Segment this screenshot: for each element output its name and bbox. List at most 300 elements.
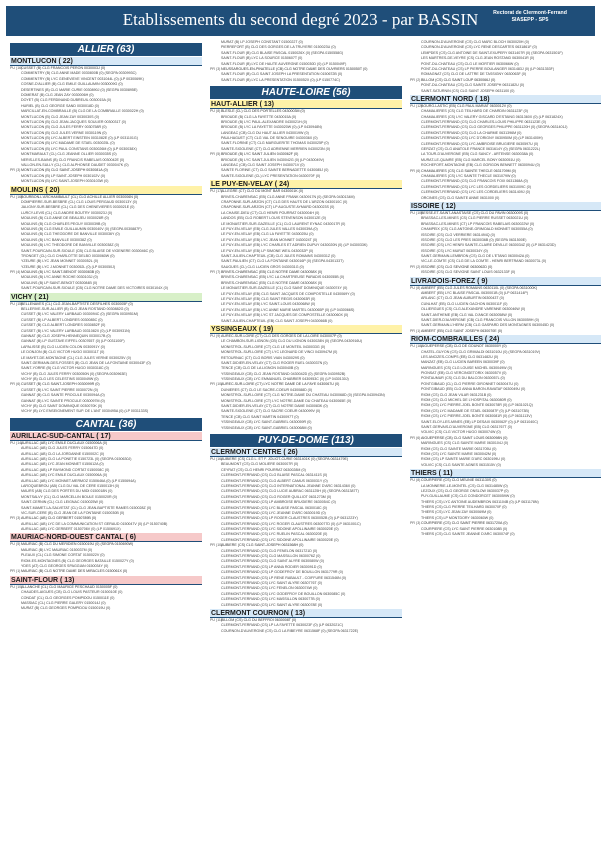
establishment-row: LE PUY-EN-VELAY (EB) LYC ST JACQUES DE COMPOSTELLE 0430060X (0): [221, 313, 349, 318]
establishment-name: BESSE-ET-SAINT-ANASTAISE (CS) CLG DU PAVIN 0630009S (0): [421, 210, 529, 215]
establishment-row: MOULINS (B) LP SAINT-BENOIT 0030084B (0): [21, 280, 98, 285]
establishment-name: AURILLAC (AB) CLG GERBERT 0150789B (0): [21, 516, 97, 521]
sector-first-row: [10, 168, 202, 173]
establishment-row: CLERMONT-FERRAND (CS) LYC LES GORDELIERS 0631009C (0): [421, 184, 531, 189]
establishment-row: LE MONASTIER-SUR-GAZEILLE (CL) CLG SAINT DOMINIQUE 0430074Y (0): [221, 286, 348, 291]
establishment-row: ISSOIRE (CS) CLG VERRIERE 0631494Q (0): [421, 232, 495, 237]
basin-header: ISSOIRE ( 12): [410, 202, 601, 211]
establishment-row: PIERREFORT (B) CLG DES GORGES DE LA TRUYERE 0150023U (0): [221, 45, 336, 50]
sector-first-row: [410, 329, 601, 334]
sector-count-label: PU (9): [210, 333, 221, 338]
sector-count-label: PR (7): [210, 270, 221, 275]
establishment-row: CLERMONT-FERRAND (CS) LYC SIDOINE APOLLINAIRE 0630020E (0): [221, 527, 339, 532]
sector-count-label: PU (16): [10, 66, 23, 70]
basin-header: VICHY ( 21): [10, 293, 202, 302]
establishment-row: BRIOUDE (B) LYC LA FAYETTE 0430020W (0) (LP 0430948N): [221, 125, 322, 130]
sector-count-label: PU (10): [10, 584, 23, 589]
organization-line-2: SIASEPP - SP5: [511, 17, 549, 23]
sector-count-label: PR (3): [10, 516, 21, 521]
establishment-row: PONTGIBAUD (EB) CLG ANNA BARON-RAVATAF 0630049U (0): [421, 387, 526, 392]
establishment-row: LE PUY-EN-VELAY (EB) CLG LA FAYETTE 0430025U (0): [221, 232, 314, 237]
establishment-row: BEAUMONT (CS) CLG MOLIERE 0630007R (0): [221, 462, 299, 467]
establishment-name: BILLOM (CS) CLG DU BEFFROI 0630008T (0): [221, 617, 297, 622]
establishment-row: YZEURE (B) LYC J.MONNET 0030052L (0) (LP 0030050J): [21, 264, 116, 269]
establishment-row: CLERMONT-FERRAND (CS) LYC D'ORIGNY 0630950M (0) (LP 0631400H): [421, 136, 543, 141]
sector-first-row: [210, 152, 402, 157]
sector-first-row: [410, 104, 601, 109]
establishment-row: VOLVIC (CS) CLG VICTOR HUGO 0630074W (0): [421, 430, 501, 435]
establishment-row: DOMERAT (B) CLG JEAN ZAY 0030006H (0): [21, 92, 94, 97]
establishment-row: AURILLAC (AB) CLG LA JORDANNE 0150002C (0): [21, 451, 105, 456]
establishment-row: MONTLUCON (B) LP SAINT-JOSEPH 0030102V (0): [21, 173, 106, 178]
establishment-row: LE DONJON (B) CLG VICTOR HUGO 0030011T (0): [21, 350, 105, 355]
establishment-row: SAINT-FLOUR (B) CLG SAINT JOSEPH LA PRESENTATION 0150672B (0): [221, 72, 343, 77]
establishment-row: YSSINGEAUX (CB) LYC EMMANUEL CHABRIER 0430953C (0) (LP 0430130J): [221, 377, 349, 382]
establishment-row: MOULINS (B) LYC ANNE ROCHE 0030103J (0): [21, 275, 98, 280]
sector-first-row: [410, 211, 601, 216]
sector-count-label: PR (10): [210, 543, 223, 548]
establishment-name: ALLEGRE (CT) CLG DU MONT BAR 0430001K (0): [221, 189, 304, 194]
establishment-row: SAINTE-SIGOLENE (CT) CLG SACRE COEUR 0430099V (0): [221, 409, 321, 414]
establishment-row: MOULINS (B) CLG ANNE DE BEAUJEU 0030028R (0): [21, 216, 109, 221]
sector-first-row: [210, 543, 402, 548]
establishment-row: ROMAGNAT (CS) CLG DE LATTRE DE TASSIGNY 0630063F (0): [421, 72, 527, 77]
establishment-row: YZEURE (B) LYC JEAN MONNET 0030052L (0): [21, 259, 99, 264]
sector-count-label: PR (1): [410, 328, 421, 333]
column-1: [10, 40, 202, 612]
establishment-name: BLESLE (CL) CLG DES PORTELLES 0430003M (0): [221, 109, 305, 114]
establishment-name: CUSSET (B) CLG FRANCOIS PERON 0030003J (0): [21, 66, 106, 70]
establishment-row: SAINTE-SIGOLENE (CT) CLG ADRIENNE MERRIEN 0430023N (0): [221, 146, 331, 151]
establishment-row: CLERMONT-FERRAND (CS) CLG FRANCOIS FOIX 0631368A (0): [421, 179, 528, 184]
establishment-row: SAINT-JULIEN-CHAPTEUIL (EB) CLG SAINT JOSEPH 0430066B (0): [221, 318, 333, 323]
sector-first-row: [10, 441, 202, 446]
sector-count-label: PR (3): [10, 168, 21, 173]
establishment-row: LE PUY-EN-VELAY (EB) LYC JEAN MONNET 0430024T (0): [221, 237, 318, 242]
establishment-row: GANNAT (B) LP GUSTAVE EIFFEL 0030765T (0) (LP 0031100F): [21, 339, 125, 344]
establishment-row: RIOM (CS) LYC PIERRE-JOEL BONTE 0630081R (0) (LP 0631113V): [421, 414, 532, 419]
establishment-row: DUNIERES (CT) CLG LE SACRE-COEUR 0430088D (0): [221, 387, 313, 392]
page-title: Etablissements du second degré 2023 - par BASSIN: [122, 10, 479, 29]
establishment-row: SAINT-FLOUR (B) LYC LA PRESENTATION 0150052X (0) (LP 0150774C): [221, 77, 340, 82]
establishment-row: LEMPDES (CS) CLG ANTOINE DE SAINT-EXUPERY 0631407R (0) (SEGPA 0631501F): [421, 50, 563, 55]
establishment-row: BRASSAC-LES-MINES (CS) CLG PIERRE RUSSET 0630021U (0): [421, 216, 529, 221]
establishment-row: GANNAT (B) CLG JOSEPH-HENNEQUIN 0030017B (0): [21, 333, 111, 338]
basin-header: THIERS ( 11): [410, 469, 601, 478]
establishment-row: CLERMONT-FERRAND (CS) LYC AMBROISE BRUGIERE 0630597U (0): [421, 141, 539, 146]
establishment-row: MARCILLAT-EN-COMBRAILLE (B) CLG DE LA COMBRAILLE 0030022H (0): [21, 109, 144, 114]
establishment-row: SAINT-GERMAIN-L'HERM (CB) CLG GASPARD DES MONTAGNES 0630045D (0): [421, 323, 555, 328]
establishment-row: AURILLAC (AB) CLG LA PONETIE 0150723L (0) (SEGPA 0150630J): [21, 457, 132, 461]
establishment-row: MAURIAC (B) LYC MAURIAC 0150037M (0): [21, 547, 93, 552]
establishment-row: MOULINS (B) CLG CHARLES PEGUY 0030039B (0): [21, 221, 106, 226]
establishment-row: LANDOS (EB) CLG ROBERT LOUIS STEVENSON 0430012E (0): [221, 216, 326, 221]
establishment-row: VIC-SUR-CERE (B) CLG JEAN DE LA FONTAINE 0150030B (0): [21, 510, 125, 515]
establishment-row: LE PUY-EN-VELAY (EB) CLG SAINT REGIS 0430063R (0): [221, 297, 316, 302]
sector-count-label: PR (1): [10, 569, 21, 574]
column-3: [410, 40, 601, 537]
basin-header: LE PUY-EN-VELAY ( 24): [210, 180, 402, 189]
sector-first-row: [10, 542, 202, 547]
establishment-row: MARINGUES (CS) CLG LOUISE MICHEL 0630049W (0): [421, 365, 512, 370]
sector-first-row: [410, 521, 601, 526]
establishment-row: LEZOUX (CS) CLG GEORGE ONSLOW 0630037P (0): [421, 488, 509, 493]
establishment-row: SAINT-ANTHEME (EB) CLG VAL D'ANCE 0630058W (0): [421, 312, 513, 317]
establishment-row: MONTLUCON (B) CLG JEAN-JACQUES SOULIER 0030031T (0): [21, 119, 126, 124]
establishment-row: PONTAUMUR (CS) CLG DU BALCON 0630057L (0): [421, 376, 505, 381]
establishment-row: CLERMONT-FERRAND (CS) LP ANNA RODIER 0630091D (0): [221, 564, 322, 569]
establishment-row: GERZAT (CS) CLG ANATOLE FRANCE 0631614Y (0) (SEGPA 0631222L): [421, 147, 541, 152]
establishment-row: ISSOIRE (CS) LYC MURAT 0630034Y (0): [421, 248, 488, 253]
establishment-row: SAINT-FLOUR (B) LYC DE HAUTE AUVERGNE 0150030D (0) (LP 0150049F): [221, 61, 347, 66]
establishment-name: BRIVES-CHARENSAC (EB) CLG NOTRE DAME 0430058X (0): [221, 270, 323, 275]
establishment-row: MONTLUCON (B) LYC MADAME DE STAEL 0030025L (0): [21, 141, 115, 146]
establishment-row: MASSIAC (CL) CLG PIERRE GALERY 0150014J (0): [21, 600, 106, 605]
establishment-row: SAINT-GERMAIN-DES-FOSSES (B) CLG JEAN DE LA FONTAINE 0030043F (0): [21, 360, 151, 365]
sector-first-row: [210, 382, 402, 387]
establishment-row: GANNAT (B) CLG SAINTE PROCULE 0030094A (0): [21, 393, 105, 398]
establishment-row: CLERMONT-FERRAND (CS) LYC LES CORDELIERS 0631409J (0): [421, 190, 530, 195]
establishment-row: CLERMONT-FERRAND (CS) LYC GODEFROY DE BOUILLON 0630085C (0): [221, 591, 346, 596]
establishment-name: AMBERT (EB) CLG SAINT JOSEPH 0630070E (0): [421, 328, 503, 333]
establishment-row: AURILLAC (AB) LYC JEAN MONNET 0150612A (0): [21, 462, 104, 467]
establishment-row: LANGEAC (CB) CLG SAINT JOSEPH 0430071V (0): [221, 163, 305, 168]
establishment-row: SAINT-ELOY-LES-MINES (EB) LP DESAIX 0630062F (0) (LP 0631040C): [421, 419, 538, 424]
establishment-row: LE CHAMBON-SUR-LIGNON (CB) CLG DU LIGNON 0430028N (0) (SEGPA 0430916U): [221, 339, 363, 344]
establishment-row: DESERTINES (B) CLG MARIE CURIE 0030890J (0) (SEGPA 0030895E): [21, 87, 138, 92]
establishment-row: CHAMALIERES (CS) CLG TEILHARD DE CHARDIN 0631123F (0): [421, 109, 528, 114]
establishment-row: YDES (AT) CLG GEORGES SPAGGIAN 0150034Y (0): [21, 564, 109, 569]
establishment-row: MONTSALVY (CL) CLG MARCELLIN BOULE 0150020R (0): [21, 494, 117, 499]
establishment-row: SAINT-POURCAIN-SUR-SIOULE (CB) CLG NOTRE DAME DES VICTOIRES 0030104X (0): [21, 286, 168, 291]
establishment-row: SAINT-GERVAIS-D'AUVERGNE (EB) CLG 0631767T (0): [421, 425, 512, 429]
sector-first-row: [410, 436, 601, 441]
establishment-row: CLERMONT-FERRAND (CS) CLG LA CHARME 0631396M (0): [421, 130, 522, 135]
establishment-name: ALLANCHE (CL) CLG MAURICE PESCHAUD 0150005F (0): [21, 584, 118, 589]
establishment-row: NERIS-LES-BAINS (B) CLG FRANCIS RABELAIS 0030042E (0): [21, 157, 125, 162]
basin-header: MAURIAC-NORD-OUEST CANTAL ( 6): [10, 533, 202, 542]
establishment-row: SAINT-FLOUR (B) LYC LA SOURCE 0150607T (0): [221, 56, 303, 61]
establishment-row: CLERMONT-FERRAND (CS) CLG FENELON 0631721D (0): [221, 548, 318, 553]
establishment-row: PONT-DU-CHATEAU (CS) CLG LE MORTIER 0630066W (0): [421, 61, 519, 66]
establishment-row: LA MONNERIE-LE-MONTEL (CS) CLG 0631485W (0): [421, 483, 508, 488]
establishment-row: RETOURNAC (CT) CLG BORIS VIAN 0430029S (0): [221, 355, 305, 360]
establishment-row: MOULINS (B) LYC BANVILLE 0030038Z (0): [21, 237, 92, 242]
establishment-row: CLERMONT-FERRAND (CS) LYC FENELON 0630074W (0): [221, 586, 318, 591]
establishment-row: TENCE (CB) CLG SAINT MARTIN 0430097T (0): [221, 414, 299, 419]
establishment-row: CLERMONT-FERRAND (CS) CLG SAINT ALYRE 0630080W (0): [221, 559, 324, 564]
sector-count-label: PR (10): [210, 382, 223, 387]
establishment-row: CLERMONT-FERRAND (CS) LYC MASSILLON 0630077B (0): [221, 597, 320, 602]
establishment-row: MONTMARAULT (CL) CLG JEANNE OLLIER 0030035S (0): [21, 152, 117, 157]
establishment-row: DOMPIERRE-SUR-BESBRE (CL) CLG LOUIS PERGAUD 0030013Y (0): [21, 199, 137, 204]
basin-header: MOULINS ( 20): [10, 186, 202, 195]
establishment-row: CLERMONT-FERRAND (CS) LP ROGER CLAUSTRES 0630052B (0) (LP 0631223Y): [221, 516, 358, 521]
basin-header: SAINT-FLOUR ( 13): [10, 576, 202, 585]
establishment-row: CLERMONT-FERRAND (CS) CLG INTERNATIONAL JEANNE D'ARC 0631436X (0): [221, 483, 356, 488]
establishment-row: CLERMONT-FERRAND (CS) LP LA FAYETTE 0630023F (0) (LP 0632021C): [221, 623, 344, 628]
establishment-row: BRIVES-CHARENSAC (EB) CLG ANNE FRANK 0430917N (0) (SEGPA 0430134M): [221, 194, 355, 199]
establishment-row: LE MONASTIER-SUR-GAZEILLE (CL) CLG LAURENT EYNAC 0430017R (0): [221, 221, 346, 226]
establishment-row: RIOM (CS) LYC SAINTE MARIE 0630042M (0): [421, 451, 497, 456]
establishment-row: BRIVES-CHARENSAC (EB) LYC LA CHARTREUSE PARADIS 0430055B (0): [221, 275, 345, 280]
establishment-row: MONISTROL-SUR-LOIRE (CT) LYC NOTRE-DAME DU CHATEAU 0430065E (0): [221, 398, 352, 403]
establishment-row: AURILLAC (AB) LYC EMILE DUCLAUX 0150006A (0): [21, 473, 108, 478]
establishment-row: CLERMONT-FERRAND (CS) LYC ROGER CLAUSTRES 0630077D (0) (LP 0631001C): [221, 521, 361, 526]
establishment-name: COURPIERE (CS) CLG MEUNIE 0631130S (0): [421, 478, 497, 483]
establishment-row: BRIOUDE (B) LYC PAUL-ALEXANDRE 0430021H (0): [221, 119, 307, 124]
establishment-row: SAINT-PAULIEN (CT) CLG LA FONTAINE 0430016P (0) (SEGPA 0430133T): [221, 259, 344, 264]
establishment-row: COURPIERE (CS) LYC SAINT PIERRE 0630108B (0): [421, 526, 508, 531]
sector-count-label: PU (18): [410, 344, 423, 349]
establishment-row: RIOM (CS) LP SAINTE MARIE D'ARC 0630199U (0): [421, 457, 506, 462]
sector-count-label: PU (8): [210, 109, 221, 114]
establishment-row: CLERMONT-FERRAND (CS) CLG BLAISE PASCAL 0631411S (0): [221, 473, 328, 478]
establishment-row: PONTGIBAUD (CL) CLG PIERRE GIRONNET 0630047U (0): [421, 381, 519, 386]
establishment-row: SAINT-JULIEN-CHAPTEUIL (CB) CLG JULES ROMAINS 0430031Z (0): [221, 253, 336, 258]
establishment-row: PAULHAGUET (CT) CLG VAL DE SENOUIRE 0430036X (0): [221, 136, 318, 141]
establishment-row: MURAT (B) LP JOSEPH CONSTANT 0150022T (0): [221, 40, 303, 44]
sector-first-row: [210, 109, 402, 114]
establishment-row: CONDAT (CL) CLG GEORGES POMPIDOU 0150011E (0): [21, 595, 115, 600]
sector-first-row: [10, 569, 202, 574]
sector-count-label: PU (8): [410, 478, 421, 483]
establishment-row: RIOM (CS) CLG JEAN VILAR 0631231B (0): [421, 392, 492, 397]
column-2: [210, 40, 402, 634]
sector-first-row: [10, 270, 202, 275]
establishment-row: MONTLUCON (B) LYC SAINT-JOSEPH 0030103W (0): [21, 179, 109, 184]
sector-count-label: PU (5): [10, 542, 21, 547]
establishment-row: ORCINES (CS) CLG SAINTE ANNE 0631000 (0): [421, 195, 500, 200]
establishment-row: ARLANC (CT) CLG JEAN AUBURTIN 0630043T (0): [421, 296, 504, 301]
establishment-row: COURNON-D'AUVERGNE (CS) LYC RENE DESCARTES 0631861F (0): [421, 45, 537, 50]
establishment-row: RIOM (CS) LYC PIERRE-JOEL BONTE 0630078R (0) (LP 0631021Q): [421, 403, 533, 408]
establishment-row: PONT-DU-CHATEAU (CS) CLG SAINTE JOSEPH 0631182U (0): [421, 83, 525, 88]
establishment-row: THIERS (CS) LYC ANTOINE AUDEMBRON 0631104B (0) (LP 0631178N): [421, 499, 539, 504]
establishment-row: CLERMONT-FERRAND (CS) CLG ROGER QUILLIOT 0631273M (0): [221, 494, 332, 499]
establishment-row: VOLVIC (CS) CLG SAINTE AGNES 0631515V (0): [421, 462, 501, 467]
establishment-row: CLERMONT-FERRAND (CS) LYC RUELIN PASCAL 0630020E (0): [221, 532, 328, 537]
sector-first-row: [210, 67, 402, 72]
establishment-row: SAINT-MAMET-LA-SALVETAT (CL) CLG JEAN-BAPTISTE RAMES 0150028Z (0): [21, 505, 152, 510]
establishment-row: LE PUY-EN-VELAY (EB) CLG SAINT JACQUES DE COMPOSTELLE 0430069Y (0): [221, 291, 355, 296]
establishment-name: AIGUEPERSE (CB) CLG SAINT LOUIS 0630098N (0): [421, 435, 508, 440]
establishment-row: CUSSET (B) LYC VALERY LARBAUD 0031082X (0) (LP 0030931N): [21, 328, 130, 333]
establishment-name: AUBIERE (CS) CLG L. ET F. JOLIOT-CURIE 0631401K (0) (SEGPA 0631479E): [221, 457, 349, 461]
sector-count-label: PR (3): [210, 66, 221, 71]
establishment-row: SAINTE FLORINE (CT) CLG SAINTE BERNADETTE 0430085J (0): [221, 168, 329, 173]
establishment-row: MURAT-LE-QUAIRE (EB) CLG MARCEL BONY 0630051U (0): [421, 157, 521, 162]
sector-first-row: [410, 78, 601, 83]
establishment-name: BRIOUDE (B) LYC SAINT JULIEN 0430062F (0): [221, 152, 299, 157]
establishment-row: THIERS (CS) LYC JEAN ZAY 0630069M (0): [421, 510, 492, 515]
establishment-row: CLERMONT-FERRAND (CS) LYC SAINT ALYRE 0630776T (0): [221, 580, 322, 585]
establishment-row: MONTLUCON (B) CLG JULES FERRY 0030758R (0): [21, 125, 107, 130]
establishment-row: CLERMONT-FERRAND (CS) CLG GEORGES PHILIPPE 0631120H (0) (SEGPA 0631401J): [421, 125, 568, 130]
establishment-row: MOULINS (B) CLG THEODORE DE BANVILLE 0030036Y (0): [21, 232, 120, 237]
establishment-row: CLERMONT-FERRAND (CS) CLG LUCIE AUBRAC 0631125H (0) (SEGPA 0631387T): [221, 489, 359, 494]
establishment-row: BRASSAC-LES-MINES (CT) LP FRANCOIS RABELAIS 0630022W (0): [421, 221, 535, 226]
establishment-row: LE MAYET-DE-MONTAGNE (CL) CLG JULES VERNE 0030025V (0): [21, 355, 131, 360]
establishment-row: PONT-DU-CHATEAU (CS) LP PIERRE BOULANGER 0631483J (0) (LP 0631353F): [421, 66, 555, 71]
establishment-name: AUBIERE (CS) CLG SAINT-JOSEPH 0631568H (0): [221, 543, 304, 548]
establishment-row: AURILLAC (AB) LP RAYMOND CORTAT 0150008C (0): [21, 467, 110, 472]
establishment-row: CRAPONNE-SUR-ARZON (CT) CLG DES HAUTS DE L'ARZON 0430010C (0): [221, 199, 348, 204]
sector-count-label: PU (14): [10, 440, 23, 445]
establishment-row: CLERMONT-FERRAND (CS) CLG ALBERT CAMUS 0630031Y (0): [221, 478, 328, 483]
department-header: PUY-DE-DOME (113): [210, 434, 402, 447]
establishment-row: CRAPONNE-SUR-ARZON (CT) LP AUGUSTE AYMARD 0430023S (0): [221, 205, 335, 210]
establishment-row: MANZAT (EB) CLG LUCIEN BAREEN 0630039F (0): [421, 360, 505, 365]
establishment-row: LE PUY-EN-VELAY (EB) LYC ANNE MARIE MARTEL 0430065P (0) (LP 0430066S): [221, 307, 355, 312]
sector-count-label: PU (10): [410, 210, 423, 215]
establishment-row: AMBERT (EB) LYC BLAISE PASCAL 0630001B (0) (LP 0631414P): [421, 291, 529, 296]
establishment-row: MURAT (B) CLG GEORGES POMPIDOU 0150019U (0): [21, 606, 111, 611]
establishment-row: SAINT-CERNIN (CL) CLG LEIGNAC 0150025W (0): [21, 500, 104, 505]
establishment-row: SAINTE-SIGOLENE (CL) LYC PRESENTATION 0430070F (0): [221, 173, 321, 178]
establishment-row: SAUGUES (CL) CLG LUCIEN GROS 0430031G (0): [221, 264, 304, 269]
establishment-row: TENCE (CB) CLG DE LA LIGNON 0430040B (0): [221, 366, 299, 371]
establishment-row: RIOM (CS) CLG SAINTE MARIE 0631705U (0): [421, 446, 497, 451]
establishment-row: LANGEAC (CB) CLG DU HAUT ALLIER 0430019W (0): [221, 130, 309, 135]
establishment-name: AUREC-SUR-LOIRE (CT) LYC NOTRE DAME DE LA FAYE 0430067U (0): [221, 382, 340, 387]
establishment-row: BRIVES-CHARENSAC (EB) CLG NOTRE DAME 0430068X (0): [221, 280, 323, 285]
basin-header: CLERMONT COURNON ( 13): [210, 609, 402, 618]
sector-first-row: [410, 286, 601, 291]
establishment-row: COMMENTRY (B) CLG ANNE MADE 0030800B (0) (SEGPA 0030993C): [21, 71, 137, 76]
sector-count-label: PR (5): [210, 152, 221, 157]
establishment-row: SAINT-FLOUR (B) CLG BLAISE PASCAL 0150026X (0) (SEGPA 0150558G): [221, 50, 344, 55]
establishment-name: AIGUEPERSE (CB) CLG DE GOUNOT 0630000Y (0): [421, 344, 507, 349]
establishment-row: OLLIERGUES (CS) CLG ALEXANDRE VARENNE 0630046W (0): [421, 307, 526, 312]
establishment-row: CHAUDES-AIGUES (CB) CLG LOUIS PASTEUR 0150010E (0): [21, 590, 123, 595]
establishment-row: RIOM (CS) CLG MICHEL DE L'HOSPITAL 0630080R (0): [421, 398, 512, 403]
sector-first-row: [210, 457, 402, 462]
establishment-row: TRONGET (CL) CLG CHARLOTTE DELBO 0030060W (0): [21, 253, 115, 258]
establishment-row: MAURS (AB) CLG DES PORTES DU MIDI 0150018N (0): [21, 489, 113, 494]
establishment-row: LA CHAISE-DIEU (CT) CLG HENRI POURRAT 0430004H (0): [221, 210, 320, 215]
establishment-name: AUREC-SUR-LOIRE (CT) CLG DES GORGES DE LA LOIRE 0430007P (0): [221, 333, 342, 338]
establishment-name: NEUSSARGUES-EN-PINATELLE (CB) CLG NOTRE DAME DES OUVRIERS 0150050T (0): [221, 66, 368, 71]
establishment-row: LES MARTRES-DE-VEYRE (CS) CLG JEAN ROSTAND 0630041R (0): [421, 56, 535, 61]
establishment-row: AURILLAC (AB) LYC GERBERT 0150706V (0) (LP 0150691X): [21, 527, 121, 532]
sector-count-label: PR (6): [410, 435, 421, 440]
establishment-row: PUY-GUILLAUME (CS) CLG CONDORCET 0630059W (0): [421, 494, 515, 499]
establishment-row: LE PUY-EN-VELAY (EB) LYC SAINT-LOUIS 0430068W (0): [221, 302, 316, 307]
establishment-row: AURILLAC (AB) CLG JULES FERRY 0150647D (0): [21, 446, 104, 451]
establishment-row: BRIOUDE (B) CLG LA FAYETTE 0430015A (0): [221, 114, 297, 119]
establishment-row: CLERMONT-FERRAND (CS) LYC SAINT ALYRE 0630078E (0): [221, 602, 323, 607]
establishment-row: MARINGUES (CS) CLG SAINTE MARIE 0630104J (0): [421, 441, 509, 446]
establishment-row: YSSINGEAUX (CB) CLG JEAN ROSTAND 0430042D (0) (SEGPA 0430952B): [221, 371, 346, 376]
establishment-row: CHAMPEIX (CS) CLG ANTOINE-GRIMOALD MONNET 0630055A (0): [421, 227, 533, 232]
basin-header: CLERMONT CENTRE ( 26): [210, 448, 402, 457]
establishment-row: RIOM (CS) LYC MADAME DE STAEL 0630087F (0) (LP 0631073B): [421, 408, 529, 413]
establishment-row: THIERS (CS) CLG SAINTE JEANNE D'ARC 0630074F (0): [421, 532, 515, 537]
establishment-row: CLERMONT-FERRAND (CS) CLG CHARLES-LOUIS PHILIPPE 0631123E (0): [421, 120, 546, 125]
establishment-row: DOYET (B) CLG FERDINAND DUBREUIL 0030015A (0): [21, 98, 112, 103]
basin-header: CLERMONT NORD ( 18): [410, 95, 601, 104]
department-header: HAUTE-LOIRE (56): [210, 86, 402, 99]
sector-count-label: PR (6): [410, 168, 421, 173]
establishment-row: MONTLUCON (B) LYC ALBERT EINSTEIN 0031082E (0) (LP 0031101G): [21, 136, 138, 141]
establishment-row: VICHY (B) LYC ENSEIGNEMENT SUP. DE L'ANT 0030495A (0) (LP 0031133S): [21, 409, 149, 414]
establishment-name: BOURBON-L'ARCHAMBAULT (CL) CLG ACHILLE ALLIER 0030006N (0): [21, 194, 139, 199]
establishment-row: LE PUY-EN-VELAY (EB) CLG JULES VALLES 0430039A (0): [221, 226, 318, 231]
establishment-row: CLERMONT-FERRAND (CS) LYC SIDOINE APOLLINAIRE 0630020E (0): [221, 537, 339, 542]
establishment-row: ISSOIRE (CS) CLG LES PRES 0630036B (0) (SEGPA 0631500E): [421, 237, 527, 242]
establishment-row: CUSSET (B) CLG ALBERT LONDRES 0030852F (0): [21, 323, 106, 328]
establishment-row: LAPALISSE (B) CLG LUCIEN COLON 0030091Y (0): [21, 344, 105, 349]
establishment-row: LAROQUEBROU (AB) CLG DU VAL DE CERE 0150013H (0): [21, 483, 120, 488]
sector-first-row: [10, 585, 202, 590]
sector-first-row: [210, 334, 402, 339]
establishment-row: SAINT-DIDIER-EN-VELAY (CT) CLG ROGER RUEL 0430037N (0): [221, 360, 328, 365]
establishment-row: AURILLAC (AB) LYC MONNET-MERMOZ 0150646A (0) (LP 0150694A): [21, 478, 136, 483]
establishment-row: CLERMONT-FERRAND (CS) LYC JEANNE D'ARC 0630019D (0): [221, 510, 326, 515]
sector-count-label: PU (15): [10, 301, 23, 306]
establishment-row: COSNE-D'ALLIER (B) CLG EMILE GUILLAUMIN 0030009G (0): [21, 82, 123, 87]
basin-header: AURILLAC-SUD-CANTAL ( 17): [10, 432, 202, 441]
establishment-row: SAINT-POURCAIN-SUR-SIOULE (CB) CLG BLAISE DE VIGENERE 0030046C (0): [21, 248, 154, 253]
sector-count-label: PU (8): [410, 285, 421, 290]
sector-count-label: PU (11): [210, 617, 223, 622]
establishment-name: MOULINS (B) LYC SAINT-BENOIT 0030083B (0): [21, 270, 100, 275]
establishment-name: BILLOM (CS) CLG SAINT LOUP 0630066J (0): [421, 77, 496, 82]
establishment-row: CHATEL-GUYON (CS) CLG GRIMALDI 0631010U (0) (SEGPA 0631019V): [421, 349, 541, 354]
sector-first-row: [210, 618, 402, 623]
establishment-row: JALIGNY-SUR-BESBRE (CL) CLG DES CHENEVIERES 0030021E (0): [21, 205, 135, 210]
sector-count-label: PU (17): [210, 189, 223, 194]
basin-header: HAUT-ALLIER ( 13): [210, 100, 402, 109]
establishment-row: YSSINGEAUX (CB) LYC SAINT-GABRIEL 0430068M (0): [221, 425, 312, 430]
establishment-name: MAURIAC (B) CLG DU MERIDIEN 0150019U (0) (SEGPA 0150690W): [21, 542, 134, 547]
sector-count-label: PU (12): [410, 103, 423, 108]
establishment-row: LES ANCIZES-COMPS (EB) CLG 0631482U (0): [421, 354, 499, 359]
establishment-row: CUNLHAT (EB) CLG LUCIEN GACHON 0630011F (0): [421, 301, 508, 306]
establishment-row: CUSSET (B) LP ALBERT LONDRES 0030085C (0): [21, 317, 103, 322]
establishment-name: CHAMALIERES (CS) CLG SAINTE THECLE 0631709M (0): [421, 168, 516, 173]
establishment-row: MONTLUCON (B) CLG JULES VERNE 0030119N (0): [21, 130, 107, 135]
establishment-name: MONTLUCON (B) CLG SAINT-JOSEPH 0030081A (0): [21, 168, 108, 173]
sector-first-row: [410, 344, 601, 349]
establishment-row: SAINT-DIER-D'AUVERGNE (CB) CLG FRANCOIS VILLON 0630059H (0): [421, 317, 539, 322]
establishment-row: ROCHEFORT-MONTAGNE (EB) CLG GORGON BENNETT 0630094U (0): [421, 163, 540, 168]
establishment-name: AMBERT (EB) CLG JULES ROMAINS 0630110L (0) (SEGPA 0631000K): [421, 285, 538, 290]
establishment-row: VALLON-EN-SULLY (CL) CLG ALPHONSE DAUDET 0030047K (0): [21, 163, 129, 168]
organization-line-1: Rectorat de Clermont-Ferrand: [493, 10, 567, 16]
establishment-row: SAINT-SATURNIN (CS) CLG SAINT JOSEPH 0631100 (0): [421, 88, 515, 93]
establishment-row: VIC-LE-COMTE (CS) CLG DE LA COMTE - HENRI BERTRAND 0630073L (0): [421, 259, 547, 264]
establishment-row: LE PUY-EN-VELAY (EB) LYC CHARLES ET ADRIEN DUPUY 0430020N (0) (LP 0430033K): [221, 243, 368, 248]
sector-count-label: PU (16): [10, 194, 23, 199]
establishment-row: COMMENTRY (B) LYC GENEVIEVE VINCENT 0031044L (0) (LP 0030069K): [21, 76, 144, 81]
establishment-row: MONISTROL-SUR-LOIRE (CT) LYC LEONARD DE VINCI 0430947M (0): [221, 350, 338, 355]
establishment-row: GANNAT (B) LYC SAINTE PROCULE 0030097M (0): [21, 398, 105, 403]
establishment-row: CLERMONT-FERRAND (CS) CLG MASSILLON 0630076Z (0): [221, 554, 321, 559]
establishment-row: COURNON-D'AUVERGNE (CS) CLG LA RIBEYRE 0631568F (0) (SEGPA 0631722E): [221, 628, 359, 633]
basin-header: RIOM-COMBRAILLES ( 24): [410, 335, 601, 344]
basin-header: MONTLUCON ( 22): [10, 57, 202, 66]
department-header: ALLIER (63): [10, 43, 202, 56]
sector-count-label: PU (16): [210, 457, 223, 461]
establishment-row: RIOM-ES-MONTAGNES (B) CLG GEORGES BATAILLE 0150027Y (0): [21, 558, 134, 563]
sector-count-label: PR (6): [10, 382, 21, 387]
sector-first-row: [10, 302, 202, 307]
establishment-row: MOULINS (B) CLG EMILE GUILLAUMIN 0030040V (0) (SEGPA 0030887F): [21, 226, 142, 231]
establishment-row: MONISTROL-SUR-LOIRE (CT) CLG LE MONTEIL 0430033G (0): [221, 344, 326, 349]
establishment-row: BRIOUDE (B) LYC SAINT-JULIEN 0430042G (0) (LP 0430049V): [221, 157, 325, 162]
